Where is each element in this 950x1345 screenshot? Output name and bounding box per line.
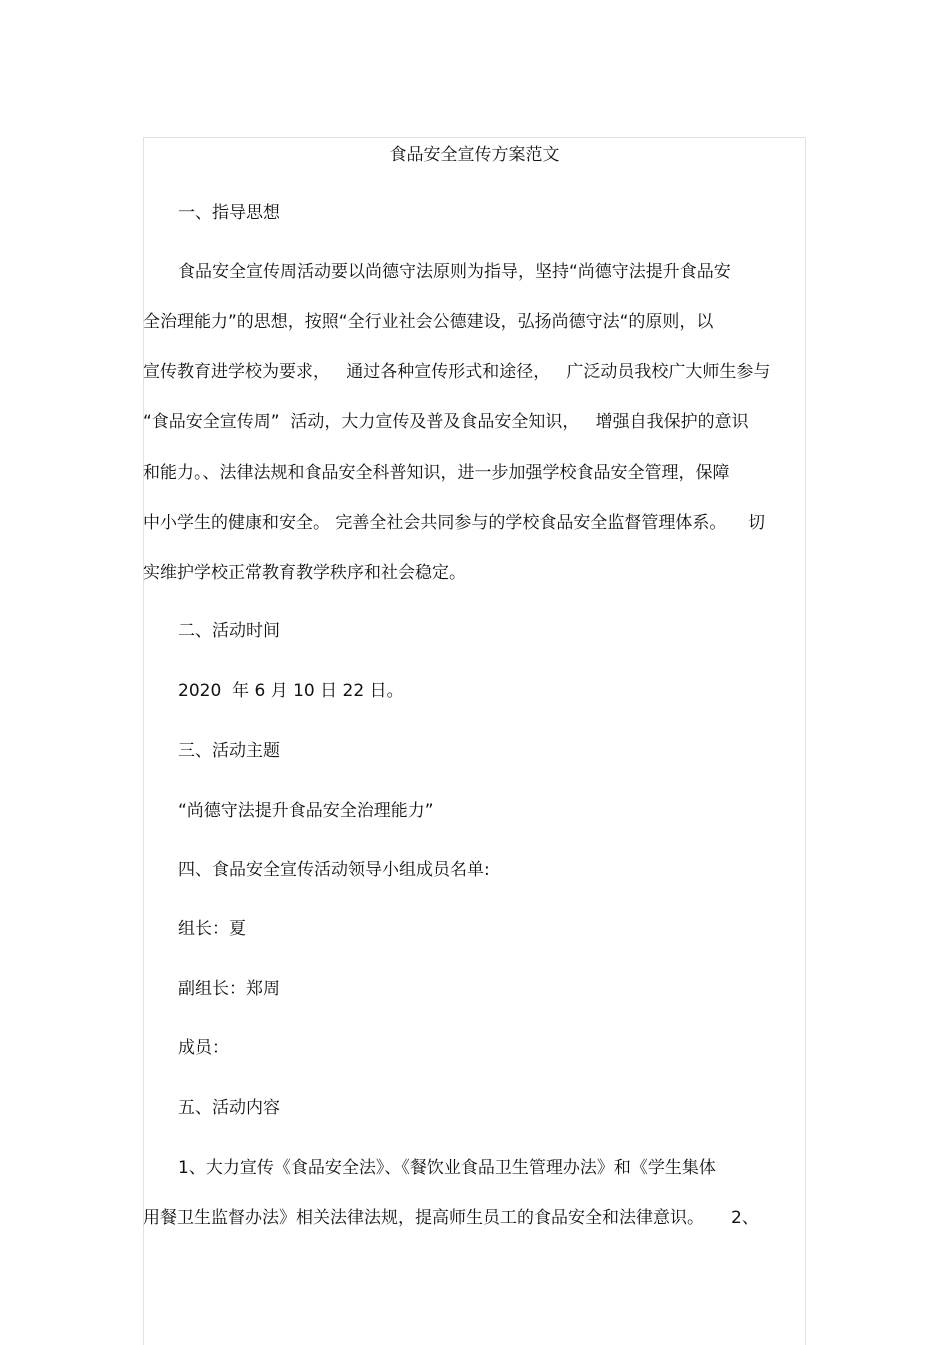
heading-activity-theme: 三、活动主题 — [178, 741, 280, 761]
activity-date: 2020 年 6 月 10 日 22 日。 — [178, 681, 404, 701]
paragraph-line: 食品安全宣传周活动要以尚德守法原则为指导，坚持“尚德守法提升食品安 — [178, 262, 731, 282]
paragraph-line: 实维护学校正常教育教学秩序和社会稳定。 — [143, 563, 466, 583]
heading-guiding-thought: 一、指导思想 — [178, 203, 280, 223]
deputy-group-leader: 副组长：郑周 — [178, 979, 280, 999]
paragraph-line: 1、大力宣传《食品安全法》、《餐饮业食品卫生管理办法》和《学生集体 — [178, 1158, 716, 1178]
paragraph-line: 全治理能力”的思想，按照“全行业社会公德建设，弘扬尚德守法“的原则，以 — [143, 312, 714, 332]
paragraph-line: 中小学生的健康和安全。 完善全社会共同参与的学校食品安全监督管理体系。 切 — [143, 513, 766, 533]
heading-leadership-group: 四、食品安全宣传活动领导小组成员名单: — [178, 860, 490, 880]
paragraph-line: 宣传教育进学校为要求， 通过各种宣传形式和途径， 广泛动员我校广大师生参与 — [143, 362, 771, 382]
paragraph-line: 用餐卫生监督办法》相关法律法规，提高师生员工的食品安全和法律意识。 2、 — [143, 1208, 759, 1228]
group-leader: 组长：夏 — [178, 919, 246, 939]
paragraph-line: “食品安全宣传周” 活动，大力宣传及普及食品安全知识， 增强自我保护的意识 — [143, 412, 749, 432]
heading-activity-content: 五、活动内容 — [178, 1098, 280, 1118]
heading-activity-time: 二、活动时间 — [178, 621, 280, 641]
group-members: 成员： — [178, 1038, 229, 1058]
document-title: 食品安全宣传方案范文 — [389, 145, 560, 165]
activity-theme: “尚德守法提升食品安全治理能力” — [178, 801, 434, 821]
paragraph-line: 和能力。、法律法规和食品安全科普知识，进一步加强学校食品安全管理，保障 — [143, 463, 730, 483]
